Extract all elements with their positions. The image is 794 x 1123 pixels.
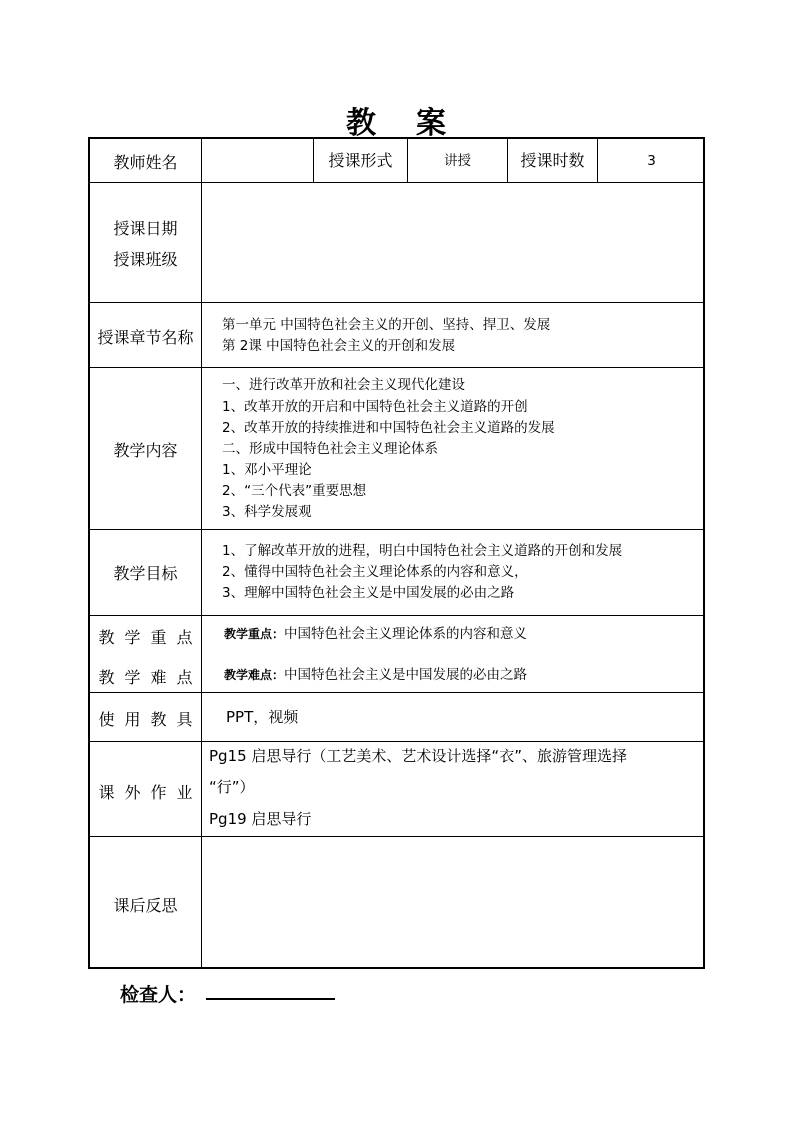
row-divider (90, 367, 703, 368)
teaching-objectives-label: 教学目标 (113, 564, 178, 583)
lesson-plan-table (88, 137, 705, 969)
homework-line: “行”） (209, 778, 255, 796)
content-line: 一、进行改革开放和社会主义现代化建设 (222, 377, 465, 393)
teaching-form-label: 授课形式 (328, 151, 393, 170)
homework-line: Pg19 启思导行 (209, 810, 312, 828)
objective-line: 2、懂得中国特色社会主义理论体系的内容和意义， (222, 564, 528, 580)
difficulty-prefix: 教学难点： (224, 668, 285, 682)
key-point-line (224, 624, 527, 645)
row-divider (90, 302, 703, 303)
teaching-form-value: 讲授 (444, 153, 471, 169)
checker-label: 检查人： (120, 984, 197, 1006)
content-line: 2、“三个代表”重要思想 (222, 483, 367, 499)
column-divider (201, 139, 202, 967)
difficulty-line (224, 665, 527, 686)
content-line: 二、形成中国特色社会主义理论体系 (222, 441, 438, 457)
chapter-name-label: 授课章节名称 (97, 328, 194, 347)
title-char-2: 案 (416, 106, 448, 141)
document-title (0, 98, 794, 142)
teaching-tools-label: 使用教具 (98, 710, 203, 729)
teaching-class-label: 授课班级 (113, 250, 178, 269)
teaching-hours-value: 3 (647, 153, 656, 169)
difficulty-label: 教学难点 (98, 668, 203, 687)
content-line: 3、科学发展观 (222, 504, 312, 520)
content-line: 2、改革开放的持续推进和中国特色社会主义道路的发展 (222, 420, 555, 436)
objective-line: 3、理解中国特色社会主义是中国发展的必由之路 (222, 585, 515, 601)
title-char-1: 教 (346, 106, 378, 141)
teaching-content-label: 教学内容 (113, 441, 178, 460)
key-point-prefix: 教学重点： (224, 627, 285, 641)
row-divider (90, 529, 703, 530)
chapter-line-1: 第一单元 中国特色社会主义的开创、坚持、捍卫、发展 (222, 317, 551, 333)
row-divider (90, 615, 703, 616)
objective-line: 1、了解改革开放的进程，明白中国特色社会主义道路的开创和发展 (222, 543, 623, 559)
key-point-text: 中国特色社会主义理论体系的内容和意义 (284, 626, 528, 642)
chapter-line-2: 第 2课 中国特色社会主义的开创和发展 (222, 338, 456, 354)
row-divider (90, 836, 703, 837)
reflection-label: 课后反思 (113, 896, 178, 915)
row-divider (90, 741, 703, 742)
reflection-field[interactable] (202, 859, 705, 959)
teaching-tools-value: PPT，视频 (226, 708, 299, 726)
difficulty-text: 中国特色社会主义是中国发展的必由之路 (284, 667, 528, 683)
checker-signature-line[interactable] (206, 998, 335, 1000)
row-divider (90, 692, 703, 693)
content-line: 1、邓小平理论 (222, 462, 312, 478)
homework-label: 课外作业 (98, 783, 203, 802)
teaching-date-label: 授课日期 (113, 219, 178, 238)
row-divider (90, 182, 703, 183)
key-points-label: 教学重点 (98, 628, 203, 647)
teacher-name-label: 教师姓名 (113, 153, 178, 172)
content-line: 1、改革开放的开启和中国特色社会主义道路的开创 (222, 399, 528, 415)
teaching-hours-label: 授课时数 (520, 151, 585, 170)
homework-line: Pg15 启思导行（工艺美术、艺术设计选择“衣”、旅游管理选择 (209, 747, 627, 765)
